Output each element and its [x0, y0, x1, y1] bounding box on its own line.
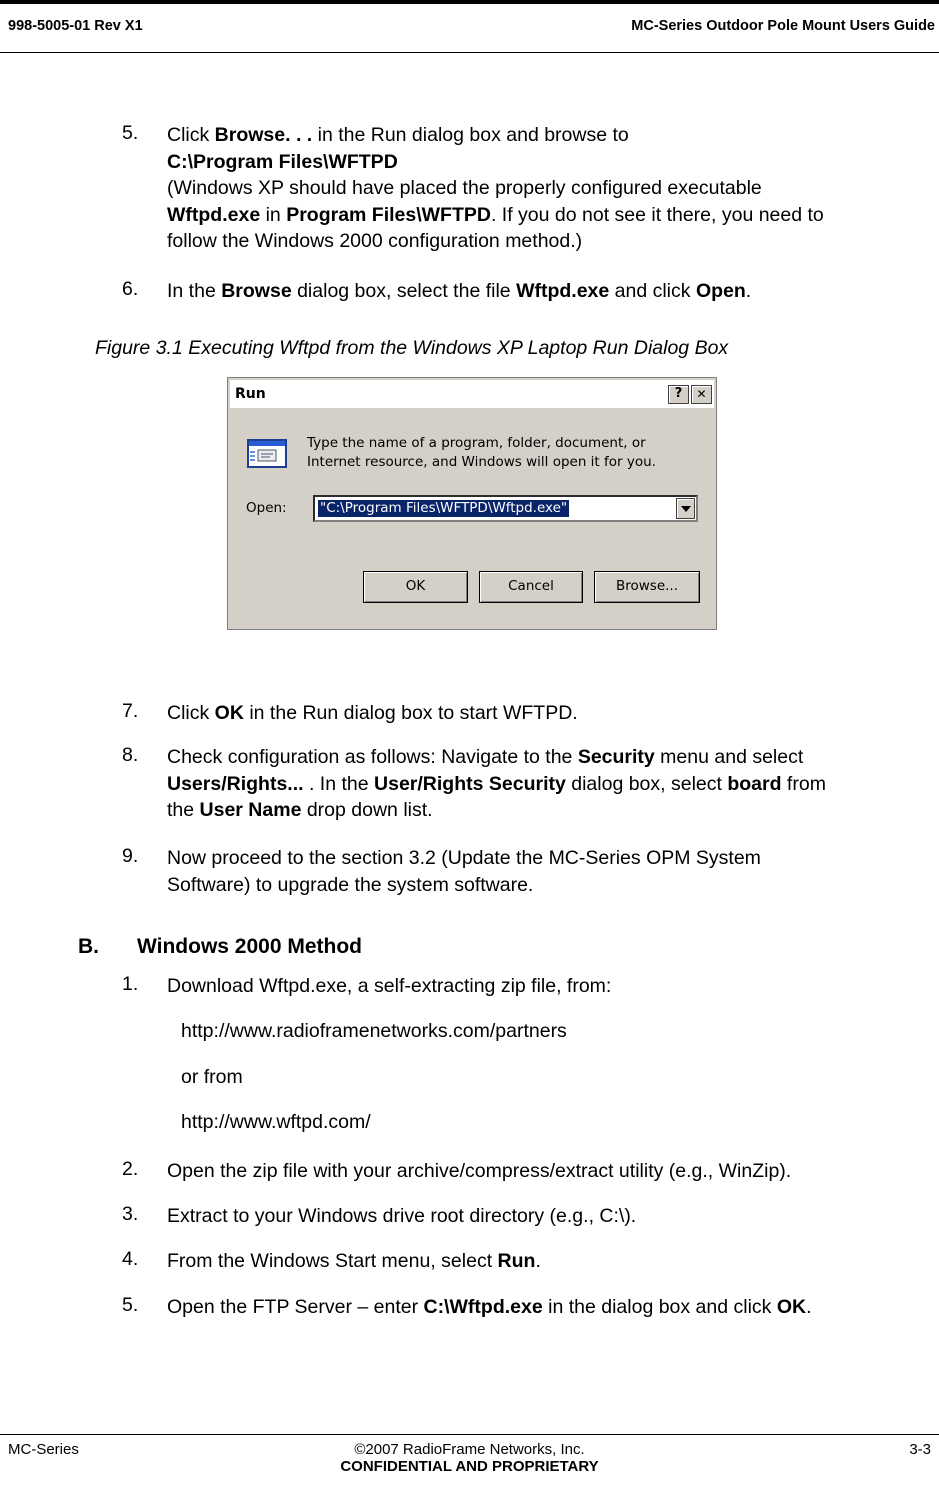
step-line: [167, 202, 937, 229]
text-run: Now proceed to the section 3.2 (Update the MC-Series OPM System: [167, 847, 761, 869]
step-number: 5.: [122, 122, 139, 144]
header-rule: [0, 52, 939, 53]
top-rule: [0, 0, 939, 4]
text-run: .: [745, 280, 752, 302]
step-line: [167, 228, 937, 255]
text-run: .: [535, 1250, 541, 1272]
step-line: [167, 122, 937, 149]
open-combobox[interactable]: [313, 495, 698, 522]
step-text: [167, 1158, 937, 1185]
download-link[interactable]: http://www.radioframenetworks.com/partners: [181, 1020, 567, 1042]
step-line: [167, 797, 937, 824]
or-from-text: or from: [181, 1066, 243, 1088]
step-text: [167, 973, 937, 1000]
step-line: [167, 845, 937, 872]
step-number: 3.: [122, 1203, 139, 1225]
bold-term: Browse: [221, 280, 292, 302]
text-run: . If you do not see it there, you need to: [490, 203, 824, 226]
step-text: [167, 1248, 937, 1275]
text-run: . In the: [303, 772, 375, 795]
bold-term: Users/Rights...: [167, 772, 304, 795]
text-run: .: [806, 1296, 812, 1318]
text-run: In the: [167, 280, 222, 302]
text-run: Download Wftpd.exe, a self-extracting zip file, from:: [167, 975, 612, 997]
step-number: 8.: [122, 744, 139, 766]
text-run: (Windows XP should have placed the properly configured executable: [167, 177, 762, 199]
footer-confidential: CONFIDENTIAL AND PROPRIETARY: [340, 1458, 599, 1475]
step-text: [167, 278, 937, 305]
bold-term: OK: [214, 702, 244, 724]
bold-term: C:\Program Files\WFTPD: [167, 150, 398, 173]
bold-term: User Name: [199, 799, 302, 821]
cancel-button[interactable]: Cancel: [479, 571, 583, 603]
text-run: in the dialog box and click: [542, 1296, 777, 1318]
text-run: the: [167, 799, 200, 821]
footer-rule: [0, 1434, 939, 1435]
close-icon[interactable]: ✕: [691, 385, 712, 404]
open-input-value[interactable]: "C:\Program Files\WFTPD\Wftpd.exe": [320, 500, 568, 516]
step-line: [167, 1158, 937, 1185]
step-line: [167, 1248, 937, 1275]
footer-copyright: ©2007 RadioFrame Networks, Inc.: [354, 1441, 585, 1458]
footer-page-number: 3-3: [909, 1441, 931, 1458]
text-run: dialog box, select the file: [291, 280, 517, 302]
step-number: 7.: [122, 700, 139, 722]
step-number: 6.: [122, 278, 139, 300]
bold-term: OK: [776, 1296, 807, 1318]
footer-left: MC-Series: [8, 1441, 79, 1458]
bold-term: Open: [695, 280, 746, 302]
step-text: [167, 700, 937, 727]
dialog-title: Run: [235, 386, 266, 402]
text-run: Check configuration as follows: Navigate to the: [167, 746, 578, 768]
step-text: [167, 845, 937, 898]
open-label: Open:: [246, 500, 287, 516]
bold-term: Security: [577, 746, 655, 768]
text-run: follow the Windows 2000 configuration method.): [167, 230, 583, 252]
step-line: [167, 771, 937, 798]
text-run: menu and select: [654, 746, 804, 768]
text-run: drop down list.: [301, 799, 433, 821]
text-run: in the Run dialog box to start WFTPD.: [243, 702, 578, 724]
text-run: in: [260, 203, 287, 226]
dialog-description-line: Type the name of a program, folder, document, or: [307, 435, 646, 451]
header-doc-id: 998-5005-01 Rev X1: [8, 18, 143, 34]
text-run: Click: [167, 124, 215, 146]
step-line: [167, 744, 937, 771]
text-run: dialog box, select: [565, 772, 728, 795]
text-run: from: [781, 772, 826, 795]
dialog-title-bar: [230, 380, 714, 408]
step-text: [167, 1294, 937, 1321]
step-line: [167, 1203, 937, 1230]
figure-caption: Figure 3.1 Executing Wftpd from the Windows XP Laptop Run Dialog Box: [95, 337, 729, 359]
step-line: [167, 278, 937, 305]
browse-button[interactable]: Browse...: [594, 571, 700, 603]
dialog-description-line: Internet resource, and Windows will open it for you.: [307, 454, 656, 470]
step-number: 2.: [122, 1158, 139, 1180]
header-doc-title: MC-Series Outdoor Pole Mount Users Guide: [631, 18, 935, 34]
step-text: [167, 1203, 937, 1230]
step-number: 9.: [122, 845, 139, 867]
dropdown-button[interactable]: [676, 498, 695, 519]
run-program-icon: [246, 438, 290, 470]
text-run: Click: [167, 702, 215, 724]
section-letter: B.: [78, 935, 99, 958]
step-number: 4.: [122, 1248, 139, 1270]
chevron-down-icon: [681, 506, 691, 512]
step-line: [167, 700, 937, 727]
text-run: From the Windows Start menu, select: [167, 1250, 498, 1272]
text-run: Software) to upgrade the system software.: [167, 873, 534, 896]
step-line: [167, 872, 937, 899]
bold-term: board: [727, 772, 782, 795]
ok-button[interactable]: OK: [363, 571, 468, 603]
step-number: 5.: [122, 1294, 139, 1316]
step-line: [167, 973, 937, 1000]
text-run: Open the zip file with your archive/compress/extract utility (e.g., WinZip).: [167, 1160, 792, 1182]
step-text: [167, 744, 937, 824]
download-link[interactable]: http://www.wftpd.com/: [181, 1111, 371, 1133]
bold-term: Wftpd.exe: [167, 203, 261, 226]
step-line: [167, 1294, 937, 1321]
step-number: 1.: [122, 973, 139, 995]
text-run: Extract to your Windows drive root directory (e.g., C:\).: [167, 1205, 637, 1227]
run-dialog: [227, 377, 717, 630]
step-line: [167, 149, 937, 176]
dialog-description: [307, 434, 697, 472]
section-title: Windows 2000 Method: [137, 935, 363, 958]
text-run: in the Run dialog box and browse to: [312, 124, 629, 146]
bold-term: C:\Wftpd.exe: [423, 1296, 543, 1318]
bold-term: Browse. . .: [214, 124, 313, 146]
step-line: [167, 175, 937, 202]
footer-center: [0, 1441, 939, 1475]
step-text: [167, 122, 937, 255]
bold-term: Wftpd.exe: [516, 280, 610, 302]
help-icon[interactable]: ?: [668, 385, 689, 404]
text-run: and click: [609, 280, 696, 302]
bold-term: User/Rights Security: [374, 772, 566, 795]
bold-term: Run: [497, 1250, 536, 1272]
bold-term: Program Files\WFTPD: [286, 203, 491, 226]
text-run: Open the FTP Server – enter: [167, 1296, 424, 1318]
